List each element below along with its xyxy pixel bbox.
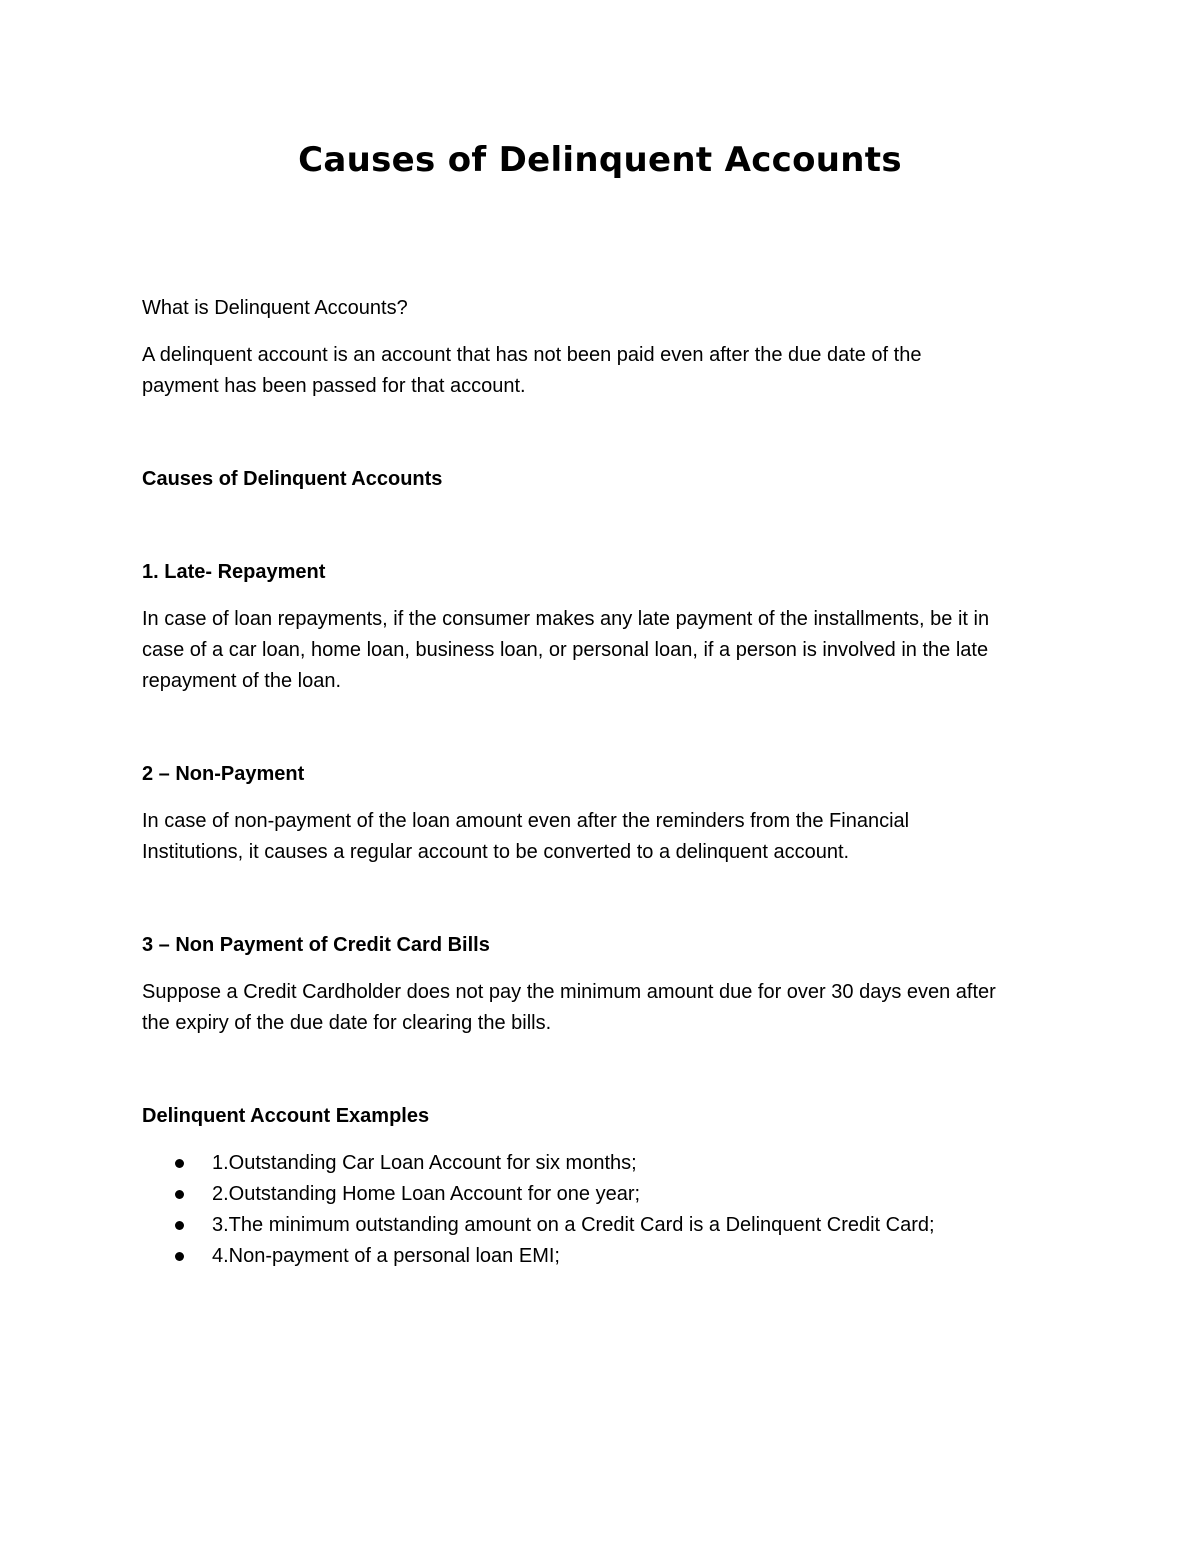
list-item-text: 3.The minimum outstanding amount on a Credit Card is a Delinquent Credit Card; (212, 1214, 935, 1236)
section-line: case of a car loan, home loan, business loan, or personal loan, if a person is involved in the late (142, 639, 989, 661)
list-item-text: 1.Outstanding Car Loan Account for six months; (212, 1152, 637, 1174)
list-item (142, 1210, 1072, 1241)
section-heading-non-payment: 2 – Non-Payment (142, 763, 305, 785)
section-line: Institutions, it causes a regular account to be converted to a delinquent account. (142, 841, 850, 863)
section-body-non-payment (142, 806, 1072, 868)
list-item (142, 1241, 1072, 1272)
section-line: repayment of the loan. (142, 670, 342, 692)
examples-heading: Delinquent Account Examples (142, 1105, 430, 1127)
examples-list (142, 1148, 1072, 1272)
list-item-text: 4.Non-payment of a personal loan EMI; (212, 1245, 560, 1267)
section-line: Suppose a Credit Cardholder does not pay the minimum amount due for over 30 days even after (142, 981, 996, 1003)
causes-heading: Causes of Delinquent Accounts (142, 468, 443, 490)
section-line: In case of loan repayments, if the consumer makes any late payment of the installments, be it in (142, 608, 990, 630)
intro-answer-line: payment has been passed for that account. (142, 375, 526, 397)
bullet-icon (175, 1159, 184, 1168)
bullet-icon (175, 1221, 184, 1230)
bullet-icon (175, 1252, 184, 1261)
list-item (142, 1148, 1072, 1179)
section-heading-late-repayment: 1. Late- Repayment (142, 561, 326, 583)
section-heading-credit-card-bills: 3 – Non Payment of Credit Card Bills (142, 934, 490, 956)
section-body-late-repayment (142, 604, 1072, 697)
section-body-credit-card-bills (142, 977, 1072, 1039)
section-line: the expiry of the due date for clearing the bills. (142, 1012, 552, 1034)
document-title: Causes of Delinquent Accounts (298, 140, 902, 180)
bullet-icon (175, 1190, 184, 1199)
list-item-text: 2.Outstanding Home Loan Account for one year; (212, 1183, 641, 1205)
section-line: In case of non-payment of the loan amount even after the reminders from the Financial (142, 810, 910, 832)
list-item (142, 1179, 1072, 1210)
intro-answer (142, 340, 1072, 402)
intro-answer-line: A delinquent account is an account that has not been paid even after the due date of the (142, 344, 922, 366)
intro-question: What is Delinquent Accounts? (142, 297, 408, 319)
